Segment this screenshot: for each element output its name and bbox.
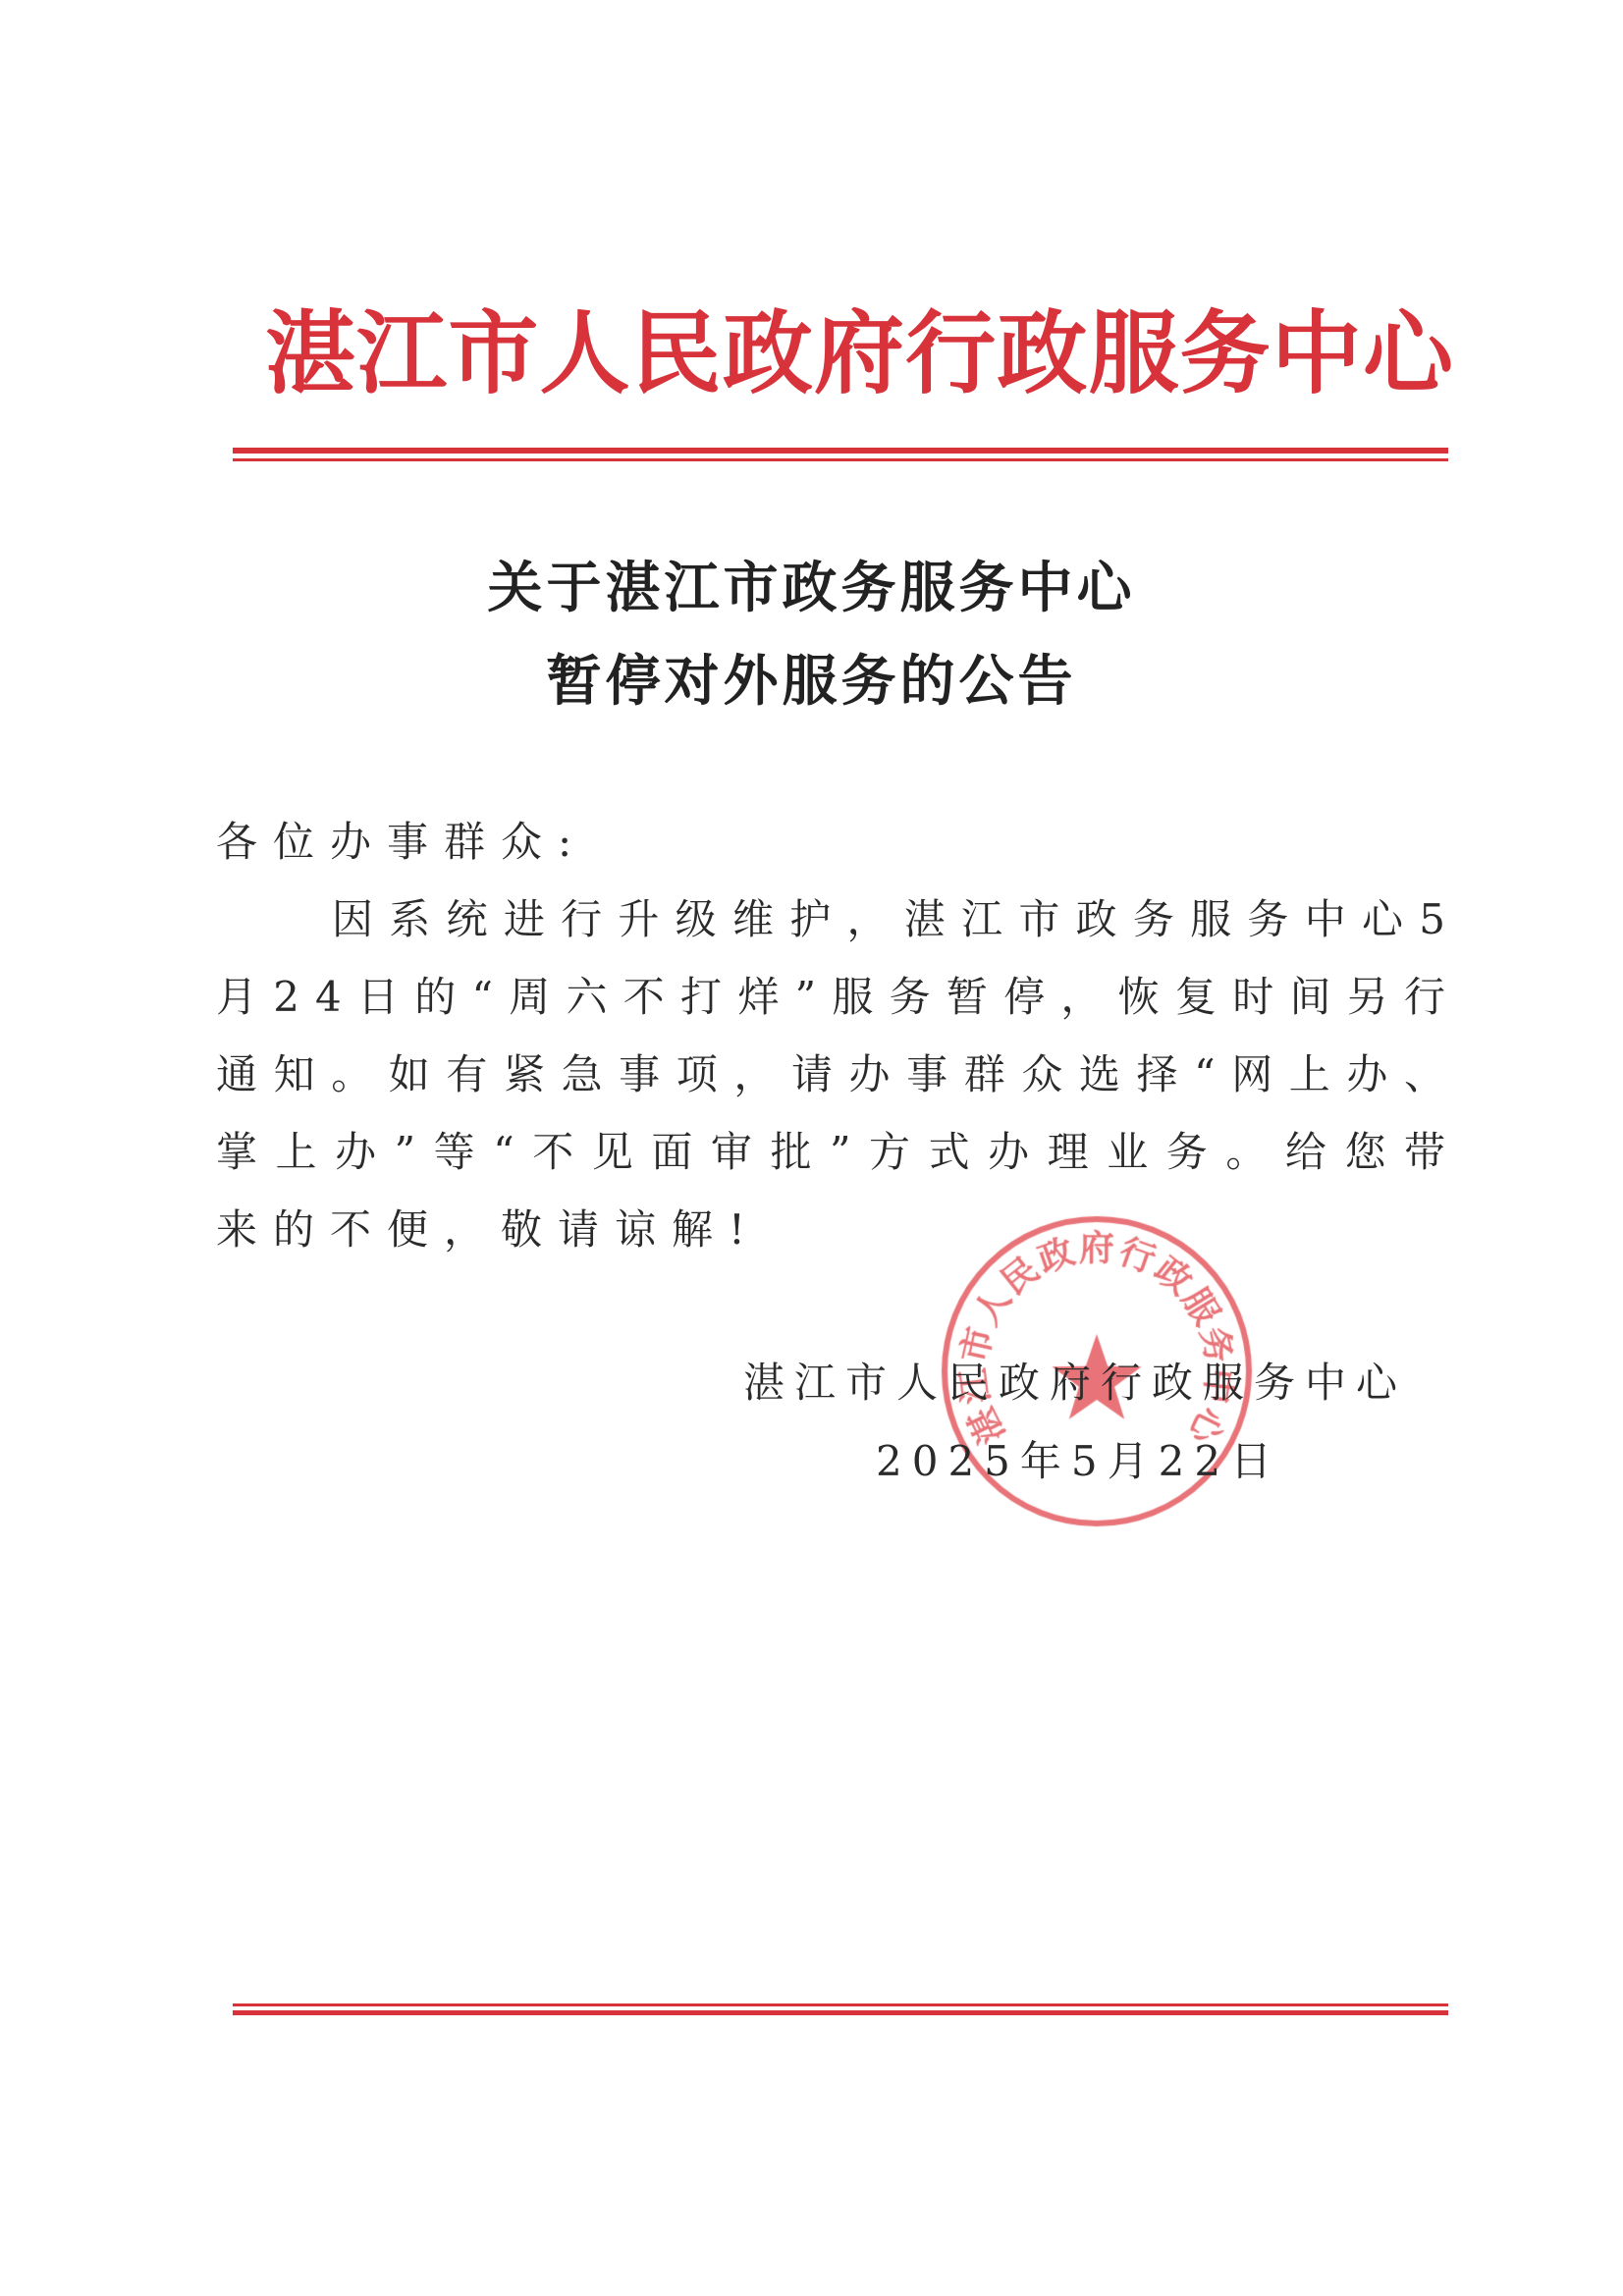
letterhead-divider-thick [233,448,1448,454]
salutation: 各位办事群众: [216,818,588,866]
footer-divider-thin [233,2003,1448,2006]
document-title-line1: 关于湛江市政务服务中心 [487,556,1136,620]
footer-divider-thick [233,2010,1448,2015]
letterhead-organization: 湛江市人民政府行政服务中心 [265,300,1453,406]
document-body [216,803,1461,1268]
signature-organization: 湛江市人民政府行政服务中心 [743,1359,1408,1407]
body-paragraph: 因系统进行升级维护，湛江市政务服务中心5月24日的“周六不打烊”服务暂停，恢复时间另行通知。如有紧急事项，请办事群众选择“网上办、掌上办”等“不见面审批”方式办理业务。给您带来的不便，敬请谅解! [216,895,1461,1254]
signature-date: 2025年5月22日 [876,1437,1282,1485]
document-title-line2: 暂停对外服务的公告 [546,649,1077,714]
letterhead-divider-thin [233,458,1448,461]
